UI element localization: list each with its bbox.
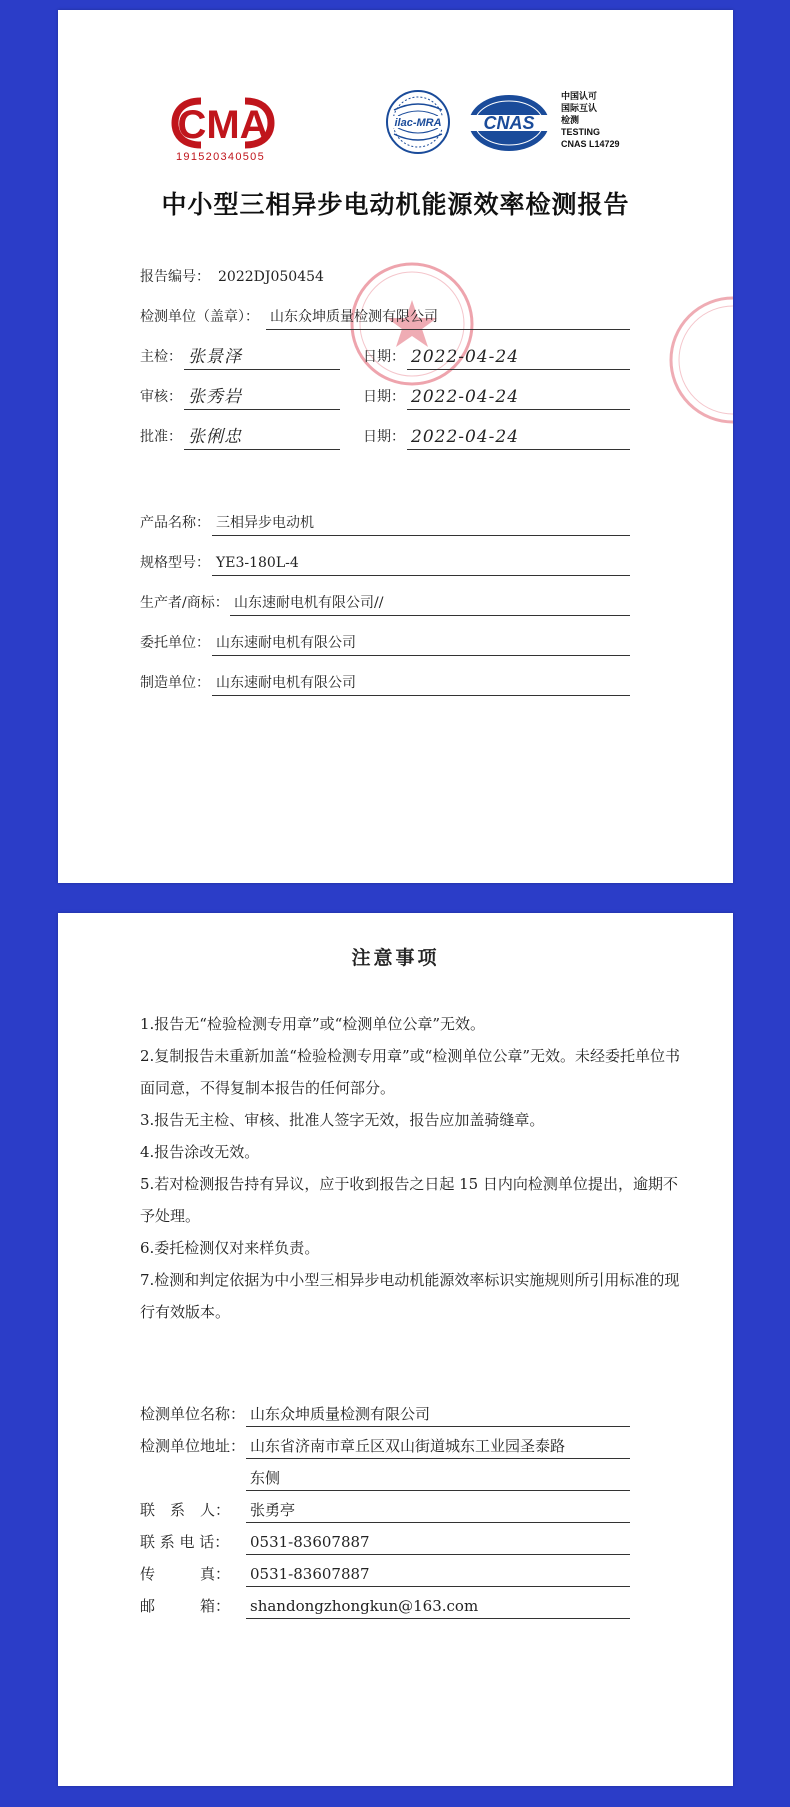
manufacturer-row bbox=[140, 672, 630, 694]
notice-page bbox=[58, 913, 733, 1786]
contact-person-label: 联 系 人： bbox=[140, 1501, 231, 1519]
maker-label: 生产者/商标： bbox=[140, 595, 229, 611]
report-cover-page bbox=[58, 10, 733, 883]
fax-label: 传 真： bbox=[140, 1565, 231, 1583]
cma-logo bbox=[171, 95, 275, 151]
ilac-logo-text: ilac-MRA bbox=[394, 117, 442, 129]
email-value: shandongzhongkun@163.com bbox=[246, 1594, 630, 1619]
product-row bbox=[140, 512, 630, 534]
model-row bbox=[140, 552, 630, 574]
date-value-1: 2022-04-24 bbox=[407, 346, 630, 370]
notice-list bbox=[140, 1008, 680, 1328]
date-value-2: 2022-04-24 bbox=[407, 386, 630, 410]
report-title: 中小型三相异步电动机能源效率检测报告 bbox=[161, 190, 630, 219]
notice-title: 注意事项 bbox=[351, 947, 440, 969]
date-label-3: 日期： bbox=[363, 429, 405, 445]
phone-value: 0531-83607887 bbox=[246, 1530, 630, 1555]
lab-label: 检测单位（盖章）： bbox=[140, 309, 259, 325]
notice-item: 1.报告无“检验检测专用章”或“检测单位公章”无效。 bbox=[140, 1015, 485, 1033]
model-value: YE3-180L-4 bbox=[212, 552, 630, 576]
phone-label: 联 系 电 话： bbox=[140, 1533, 230, 1551]
phone-row bbox=[140, 1530, 630, 1556]
contact-person-row bbox=[140, 1498, 630, 1524]
lab-name-row bbox=[140, 1402, 630, 1428]
lab-address-label: 检测单位地址： bbox=[140, 1437, 246, 1455]
lab-name-value: 山东众坤质量检测有限公司 bbox=[246, 1402, 630, 1427]
date-row-3 bbox=[363, 426, 630, 448]
client-label: 委托单位： bbox=[140, 635, 210, 651]
inspector-signature: 张景泽 bbox=[184, 346, 340, 370]
report-number-value: 2022DJ050454 bbox=[218, 269, 324, 285]
cma-number: 191520340505 bbox=[176, 151, 266, 163]
lab-address-line1: 山东省济南市章丘区双山街道城东工业园圣泰路 bbox=[246, 1434, 630, 1459]
approver-signature: 张俐忠 bbox=[184, 426, 340, 450]
date-label-2: 日期： bbox=[363, 389, 405, 405]
reviewer-signature: 张秀岩 bbox=[184, 386, 340, 410]
cnas-logo bbox=[466, 92, 552, 154]
client-value: 山东速耐电机有限公司 bbox=[212, 632, 630, 656]
maker-row bbox=[140, 592, 630, 614]
fax-value: 0531-83607887 bbox=[246, 1562, 630, 1587]
cma-logo-text: CMA bbox=[177, 103, 269, 147]
report-number-label: 报告编号： bbox=[140, 269, 210, 285]
lab-row bbox=[140, 306, 630, 328]
inspector-label: 主检： bbox=[140, 349, 182, 365]
notice-item: 3.报告无主检、审核、批准人签字无效，报告应加盖骑缝章。 bbox=[140, 1111, 545, 1129]
cnas-logo-text: CNAS bbox=[483, 113, 535, 133]
notice-item: 7.检测和判定依据为中小型三相异步电动机能源效率标识实施规则所引用标准的现行有效版本。 bbox=[140, 1271, 680, 1321]
maker-value: 山东速耐电机有限公司// bbox=[230, 592, 630, 616]
model-label: 规格型号： bbox=[140, 555, 210, 571]
date-row-2 bbox=[363, 386, 630, 408]
partial-seal-stamp bbox=[658, 290, 733, 430]
email-row bbox=[140, 1594, 630, 1620]
lab-name-label: 检测单位名称： bbox=[140, 1405, 246, 1423]
email-label: 邮 箱： bbox=[140, 1597, 231, 1615]
inspector-row bbox=[140, 346, 340, 368]
lab-address-line2: 东侧 bbox=[246, 1466, 630, 1491]
manufacturer-value: 山东速耐电机有限公司 bbox=[212, 672, 630, 696]
cnas-caption: 中国认可 国际互认 检测 TESTING CNAS L14729 bbox=[561, 91, 620, 149]
date-label-1: 日期： bbox=[363, 349, 405, 365]
notice-item: 2.复制报告未重新加盖“检验检测专用章”或“检测单位公章”无效。未经委托单位书面同意，不得复制本报告的任何部分。 bbox=[140, 1047, 680, 1097]
date-row-1 bbox=[363, 346, 630, 368]
notice-item: 5.若对检测报告持有异议，应于收到报告之日起 15 日内向检测单位提出，逾期不予处理。 bbox=[140, 1175, 678, 1225]
lab-address-row bbox=[140, 1434, 630, 1492]
product-label: 产品名称： bbox=[140, 515, 210, 531]
notice-item: 4.报告涂改无效。 bbox=[140, 1143, 260, 1161]
reviewer-label: 审核： bbox=[140, 389, 182, 405]
ilac-mra-logo bbox=[384, 88, 452, 156]
contact-person-value: 张勇亭 bbox=[246, 1498, 630, 1523]
approver-label: 批准： bbox=[140, 429, 182, 445]
fax-row bbox=[140, 1562, 630, 1588]
client-row bbox=[140, 632, 630, 654]
manufacturer-label: 制造单位： bbox=[140, 675, 210, 691]
approver-row bbox=[140, 426, 340, 448]
date-value-3: 2022-04-24 bbox=[407, 426, 630, 450]
lab-value: 山东众坤质量检测有限公司 bbox=[266, 306, 630, 330]
notice-item: 6.委托检测仅对来样负责。 bbox=[140, 1239, 320, 1257]
product-value: 三相异步电动机 bbox=[212, 512, 630, 536]
reviewer-row bbox=[140, 386, 340, 408]
